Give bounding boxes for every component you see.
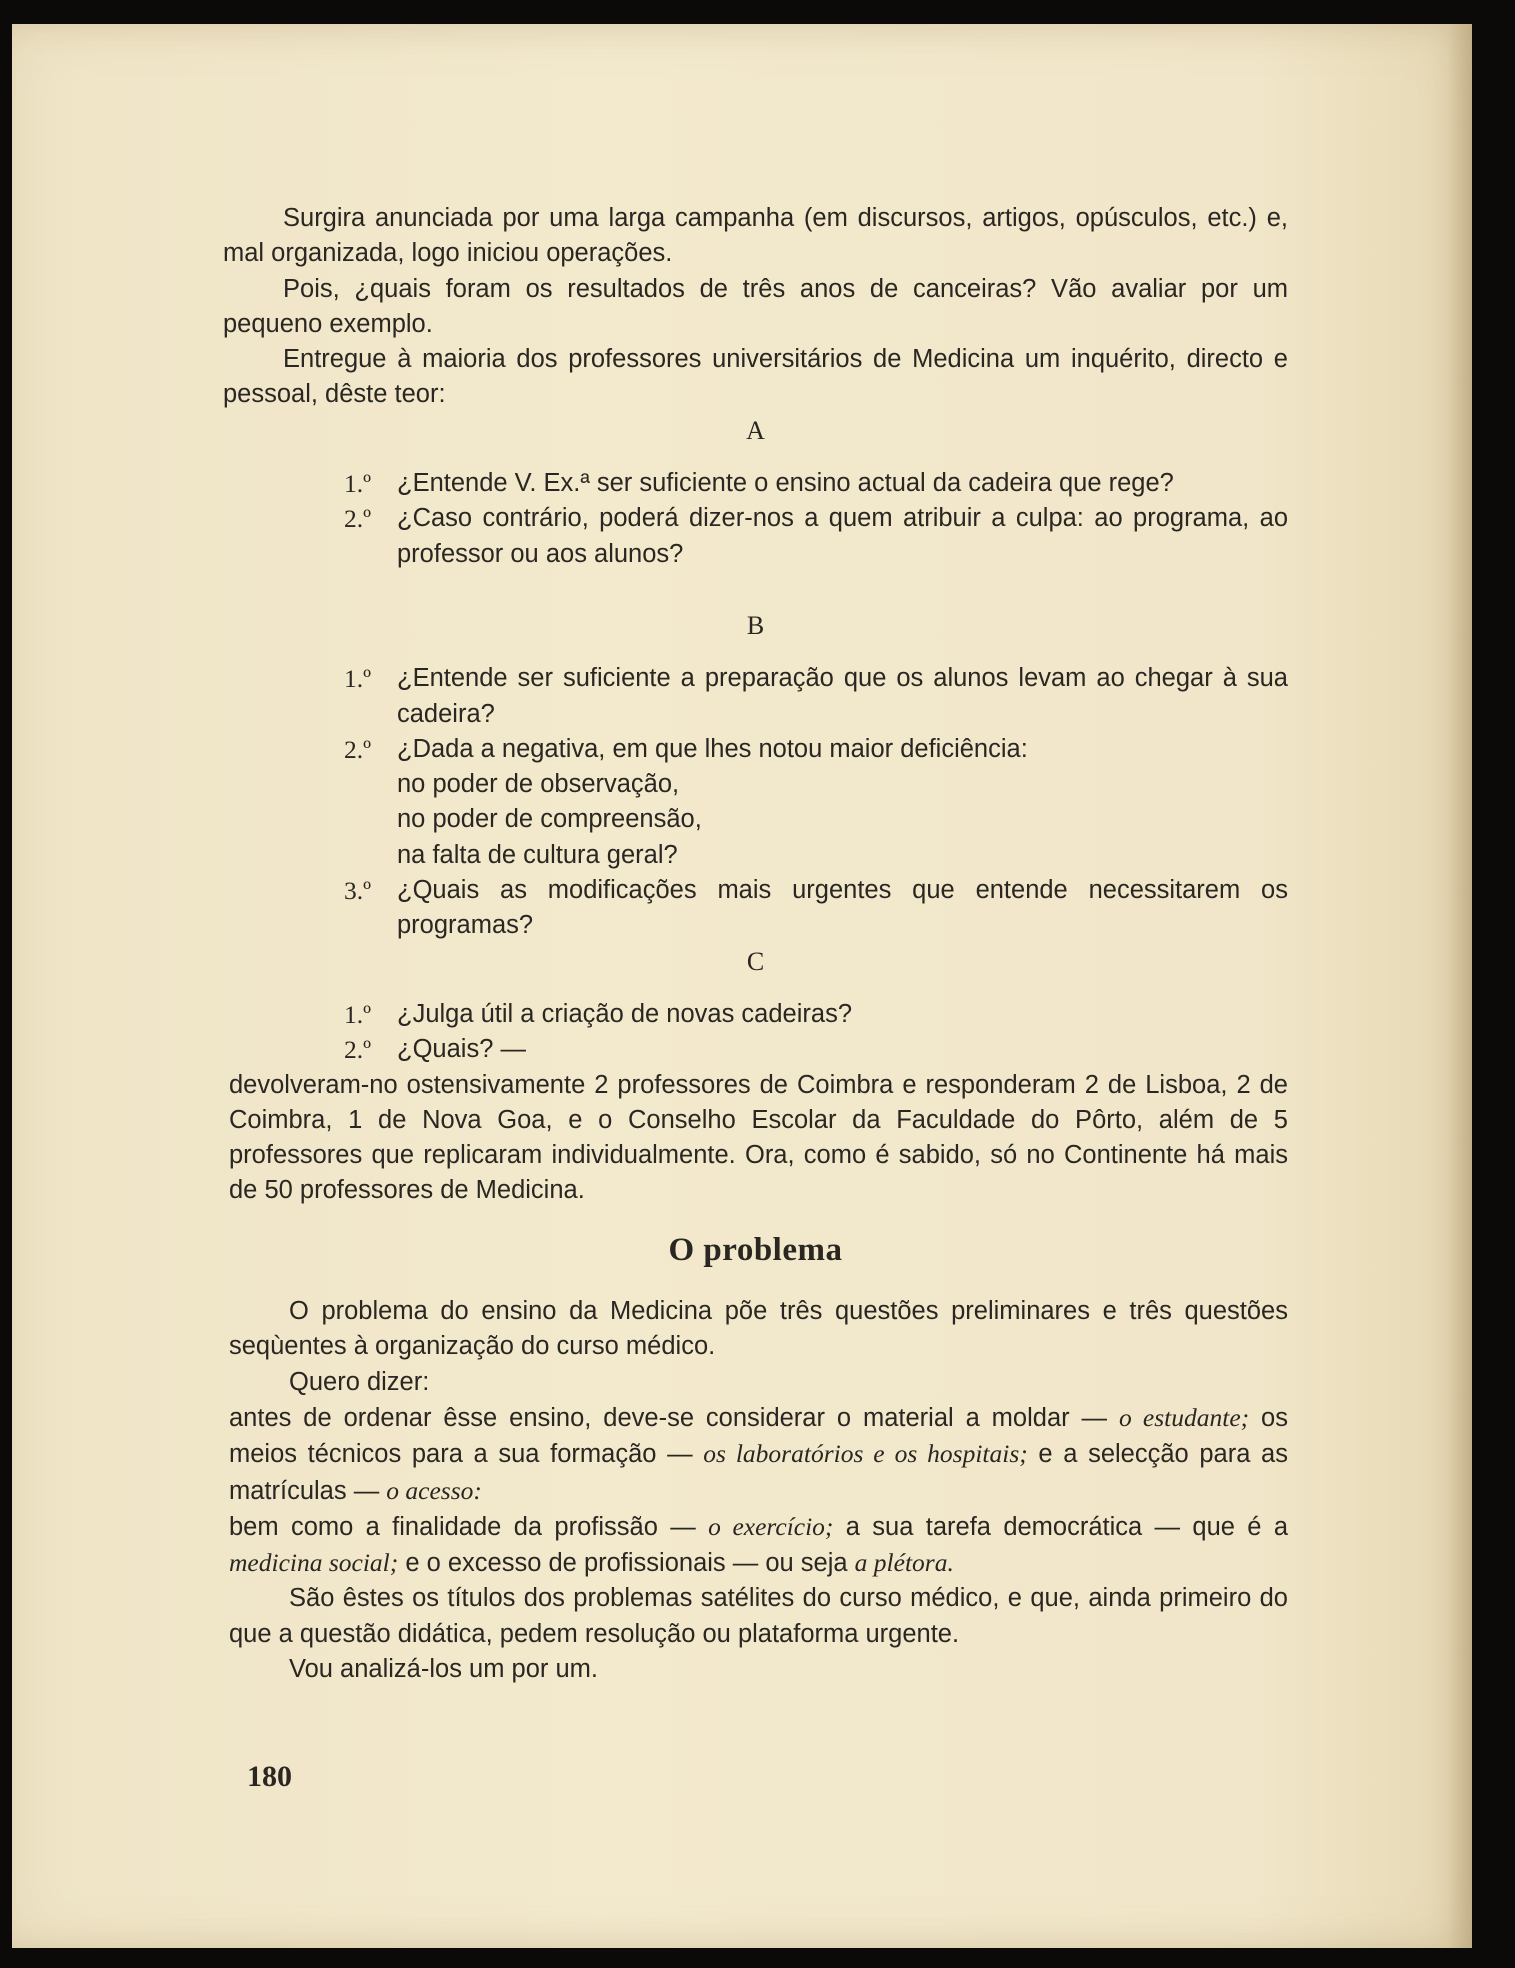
paragraph-text: a sua tarefa democrática — que é a xyxy=(833,1512,1288,1541)
section-heading: O problema xyxy=(668,1231,843,1268)
intro-paragraph-1: Surgira anunciada por uma larga campanha (em discursos, artigos, opúsculos, etc.) e, mal organizada, logo iniciou operações. xyxy=(223,204,1288,268)
question-number: 1.º xyxy=(344,999,372,1029)
question-number: 1.º xyxy=(344,469,372,499)
question-text: ¿Caso contrário, poderá dizer-nos a quem atribuir a culpa: ao programa, ao professor ou aos alunos? xyxy=(397,504,1288,568)
page-number: 180 xyxy=(247,1760,292,1793)
survey-a-question-2 xyxy=(344,501,1288,572)
question-text: ¿Entende V. Ex.ª ser suficiente o ensino actual da cadeira que rege? xyxy=(397,469,1174,498)
intro-paragraph-3: Entregue à maioria dos professores universitários de Medicina um inquérito, directo e pessoal, dêste teor: xyxy=(223,345,1288,409)
survey-results-paragraph: devolveram-no ostensivamente 2 professores de Coimbra e responderam 2 de Lisboa, 2 de Coimbra, 1 de Nova Goa, e o Conselho Escolar da Faculdade do Pôrto, além de 5 professores que replicaram individualmente. Ora, como é sabido, só no Continente há mais de 50 professores de Medicina. xyxy=(229,1070,1288,1205)
question-number: 2.º xyxy=(344,734,372,764)
question-text: ¿Quais as modificações mais urgentes que entende necessitarem os programas? xyxy=(397,876,1288,940)
emphasis-text: medicina social; xyxy=(229,1548,399,1578)
section-paragraph-6: Vou analizá-los um por um. xyxy=(289,1654,598,1683)
emphasis-text: o estudante; xyxy=(1118,1402,1250,1432)
section-paragraph-2: Quero dizer: xyxy=(289,1367,430,1396)
emphasis-text: o exercício; xyxy=(708,1511,834,1541)
survey-c-question-2 xyxy=(344,1032,1288,1067)
section-paragraph-4 xyxy=(229,1509,1288,1582)
emphasis-text: os laboratórios e os hospitais; xyxy=(703,1439,1028,1469)
page-body xyxy=(223,201,1288,1687)
paragraph-text: e o excesso de profissionais — ou seja xyxy=(398,1549,855,1578)
question-text: ¿Julga útil a criação de novas cadeiras? xyxy=(397,999,853,1028)
survey-section-c-letter: C xyxy=(746,946,765,976)
page-edge-shadow xyxy=(1448,24,1472,1948)
survey-b-question-3 xyxy=(344,873,1288,944)
survey-section-a-letter: A xyxy=(746,415,765,445)
emphasis-text: a plétora. xyxy=(854,1548,954,1578)
paragraph-text: os meios técnicos para a sua formação — xyxy=(229,1403,1288,1469)
survey-b-question-2 xyxy=(344,732,1288,767)
section-paragraph-1: O problema do ensino da Medicina põe três questões preliminares e três questões seqùentes à organização do curso médico. xyxy=(229,1297,1288,1361)
question-number: 3.º xyxy=(344,876,372,906)
emphasis-text: o acesso: xyxy=(386,1475,482,1505)
paragraph-text: antes de ordenar êsse ensino, deve-se considerar o material a moldar — xyxy=(229,1403,1119,1432)
question-number: 1.º xyxy=(344,664,372,694)
survey-b-option-1: no poder de observação, xyxy=(397,770,680,799)
paragraph-text: bem como a finalidade da profissão — xyxy=(229,1512,709,1541)
question-text: ¿Entende ser suficiente a preparação que os alunos levam ao chegar à sua cadeira? xyxy=(397,664,1288,728)
question-text: ¿Quais? — xyxy=(397,1035,526,1064)
survey-section-b-letter: B xyxy=(746,610,765,640)
question-number: 2.º xyxy=(344,504,372,534)
survey-c-question-1 xyxy=(344,997,1288,1032)
paragraph-text: e a selecção para as matrículas — xyxy=(229,1440,1288,1505)
section-paragraph-3 xyxy=(229,1400,1288,1509)
survey-b-option-2: no poder de compreensão, xyxy=(397,805,702,834)
question-number: 2.º xyxy=(344,1035,372,1065)
survey-b-option-3: na falta de cultura geral? xyxy=(397,840,678,869)
section-paragraph-5: São êstes os títulos dos problemas satélites do curso médico, e que, ainda primeiro do que a questão didática, pedem resolução ou plataforma urgente. xyxy=(229,1584,1288,1648)
survey-a-question-1 xyxy=(344,466,1288,501)
question-text: ¿Dada a negativa, em que lhes notou maior deficiência: xyxy=(397,734,1028,763)
survey-b-question-1 xyxy=(344,661,1288,732)
intro-paragraph-2: Pois, ¿quais foram os resultados de três anos de canceiras? Vão avaliar por um pequeno exemplo. xyxy=(223,274,1288,338)
